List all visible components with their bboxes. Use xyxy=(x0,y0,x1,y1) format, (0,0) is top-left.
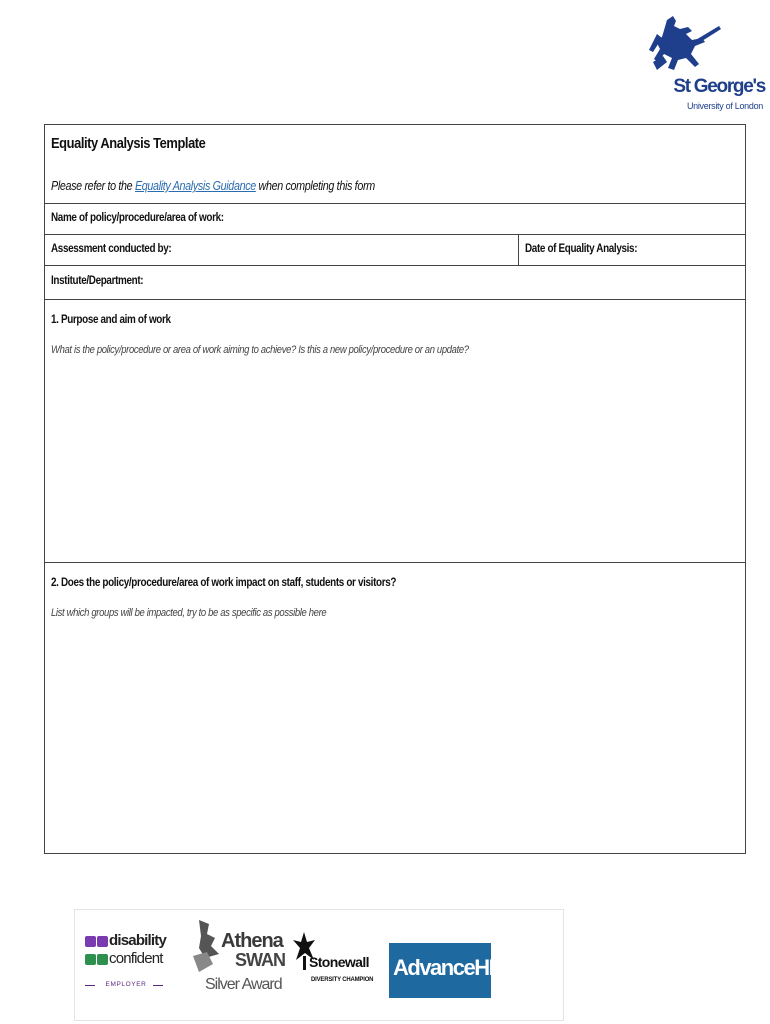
swan-text: SWAN xyxy=(235,950,285,970)
section2-heading: 2. Does the policy/procedure/area of work impact on staff, students or visitors? xyxy=(51,577,397,589)
divider xyxy=(153,985,163,986)
tick-icon xyxy=(97,954,108,965)
silver-award-text: Silver Award xyxy=(205,976,282,993)
diversity-champion-text: DIVERSITY CHAMPION xyxy=(311,977,374,983)
policy-name-label: Name of policy/procedure/area of work: xyxy=(51,212,224,224)
heart-icon xyxy=(97,936,108,947)
assessment-row xyxy=(45,235,745,266)
section-purpose[interactable] xyxy=(45,300,745,563)
athena-swan-logo xyxy=(191,916,285,1012)
stonewall-text: Stonewall xyxy=(309,954,369,970)
policy-name-row[interactable] xyxy=(45,204,745,235)
st-georges-logo xyxy=(641,14,763,118)
form-title: Equality Analysis Template xyxy=(51,135,206,152)
section-impact[interactable] xyxy=(45,563,745,853)
advance-he-logo xyxy=(389,943,502,998)
disability-text: disability xyxy=(109,932,167,949)
athena-text: Athena xyxy=(221,930,283,952)
institute-label: Institute/Department: xyxy=(51,275,144,287)
form-intro xyxy=(51,179,375,193)
section1-heading: 1. Purpose and aim of work xyxy=(51,314,171,326)
lock-icon xyxy=(85,954,96,965)
logo-name: St George's xyxy=(673,76,765,97)
confident-text: confident xyxy=(109,950,163,967)
date-label: Date of Equality Analysis: xyxy=(525,243,638,255)
people-icon xyxy=(85,936,96,947)
title-row xyxy=(45,125,745,204)
section2-note: List which groups will be impacted, try to be as specific as possible here xyxy=(51,607,327,619)
section1-note: What is the policy/procedure or area of work aiming to achieve? Is this a new policy/procedure or an update? xyxy=(51,344,469,356)
intro-prefix: Please refer to the xyxy=(51,179,135,193)
advance-he-text: AdvanceHE xyxy=(393,955,502,980)
column-divider xyxy=(518,235,519,265)
assessment-label: Assessment conducted by: xyxy=(51,243,172,255)
disability-confident-logo xyxy=(83,930,167,994)
intro-suffix: when completing this form xyxy=(255,179,375,193)
accreditation-logos xyxy=(74,909,564,1021)
st-george-knight-icon xyxy=(645,14,725,84)
logo-subtitle: University of London xyxy=(686,101,763,111)
guidance-link[interactable]: Equality Analysis Guidance xyxy=(134,179,256,193)
institute-row[interactable] xyxy=(45,266,745,300)
equality-analysis-form xyxy=(44,124,746,854)
employer-text: EMPLOYER xyxy=(105,981,147,988)
stonewall-logo xyxy=(293,932,373,1002)
